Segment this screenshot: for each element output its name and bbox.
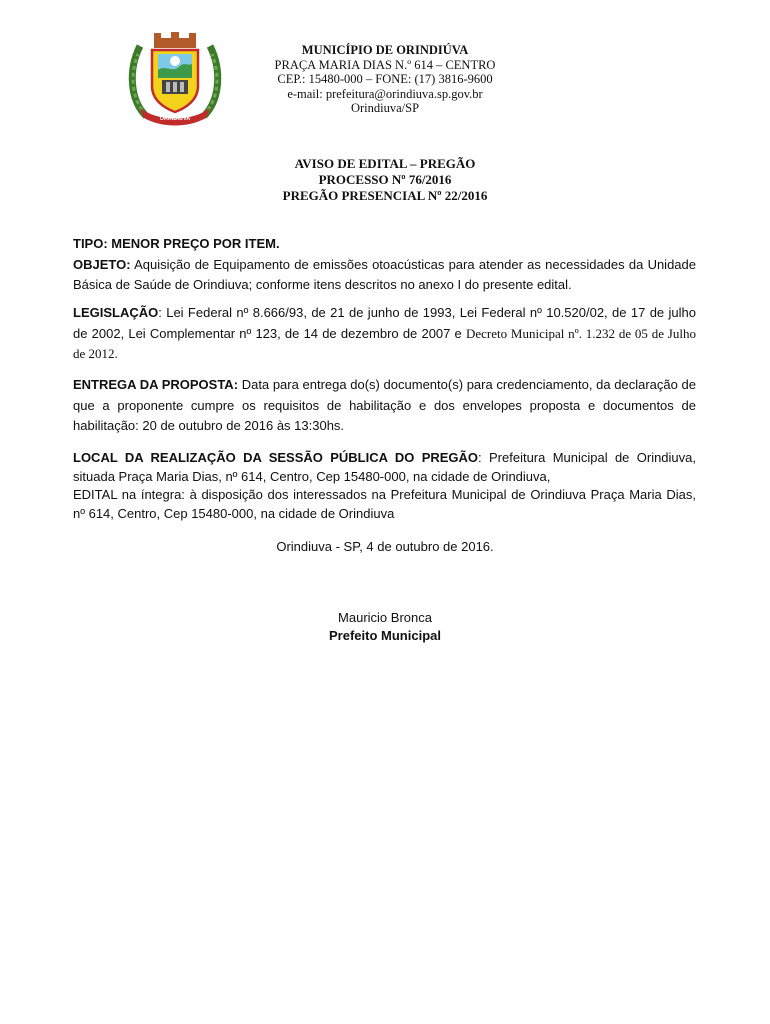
entrega-block bbox=[73, 375, 696, 437]
local-block bbox=[73, 449, 696, 523]
date-line: Orindiuva - SP, 4 de outubro de 2016. bbox=[276, 539, 494, 554]
title-line-3: PREGÃO PRESENCIAL Nº 22/2016 bbox=[282, 188, 488, 203]
title-line-1: AVISO DE EDITAL – PREGÃO bbox=[294, 156, 476, 171]
cep-phone-line: CEP.: 15480-000 – FONE: (17) 3816-9600 bbox=[277, 72, 493, 86]
objeto-label: OBJETO: bbox=[73, 256, 131, 272]
document-title bbox=[0, 156, 770, 204]
crest-ribbon-text: ORINDIUVA bbox=[159, 116, 191, 122]
decreto-text: Decreto Municipal nº. 1.232 de 05 de Julho de 2012. bbox=[73, 325, 696, 361]
signature-block bbox=[0, 609, 770, 645]
legislacao-label: LEGISLAÇÃO bbox=[73, 305, 159, 320]
legislacao-block bbox=[73, 303, 696, 365]
municipality-name: MUNICÍPIO DE ORINDIÚVA bbox=[301, 43, 469, 57]
tipo-label: TIPO: MENOR PREÇO POR ITEM. bbox=[73, 236, 280, 251]
entrega-label: ENTREGA DA PROPOSTA: bbox=[73, 377, 239, 392]
email-line: e-mail: prefeitura@orindiuva.sp.gov.br bbox=[287, 86, 483, 101]
title-line-2: PROCESSO Nº 76/2016 bbox=[318, 172, 452, 187]
edital-text: EDITAL na íntegra: à disposição dos interessados na Prefeitura Municipal de Orindiuva Praça Maria Dias, nº 614, Centro, Cep 15480-000, na cidade de Orindiuva bbox=[73, 487, 696, 521]
address-line: PRAÇA MARIA DIAS N.º 614 – CENTRO bbox=[274, 57, 496, 72]
municipal-coat-of-arms-icon bbox=[124, 30, 226, 126]
local-text: : Prefeitura Municipal de Orindiuva, situada Praça Maria Dias, nº 614, Centro, Cep 15480-000, na cidade de Orindiuva, bbox=[73, 450, 696, 484]
objeto-text: Aquisição de Equipamento de emissões otoacústicas para atender as necessidades da Unidade Básica de Saúde de Orindiuva; conforme itens descritos no anexo I do presente edital. bbox=[73, 256, 696, 292]
signer-role: Prefeito Municipal bbox=[329, 628, 441, 643]
entrega-text: Data para entrega do(s) documento(s) para credenciamento, da declaração de que a proponente cumpre os requisitos de habilitação e dos envelopes proposta e documentos de habilitação: 20 de outubro de 2016 às 13:30hs. bbox=[73, 377, 696, 433]
city-line: Orindiuva/SP bbox=[350, 101, 420, 115]
legislacao-text: : Lei Federal nº 8.666/93, de 21 de junho de 1993, Lei Federal nº 10.520/02, de 17 de julho de 2002, Lei Complementar nº 123, de 14 de dezembro de 2007 e bbox=[73, 305, 696, 341]
signer-name: Mauricio Bronca bbox=[338, 610, 432, 625]
local-label: LOCAL DA REALIZAÇÃO DA SESSÃO PÚBLICA DO PREGÃO bbox=[73, 450, 479, 465]
letterhead bbox=[240, 43, 530, 116]
tipo-objeto-block bbox=[73, 234, 696, 296]
